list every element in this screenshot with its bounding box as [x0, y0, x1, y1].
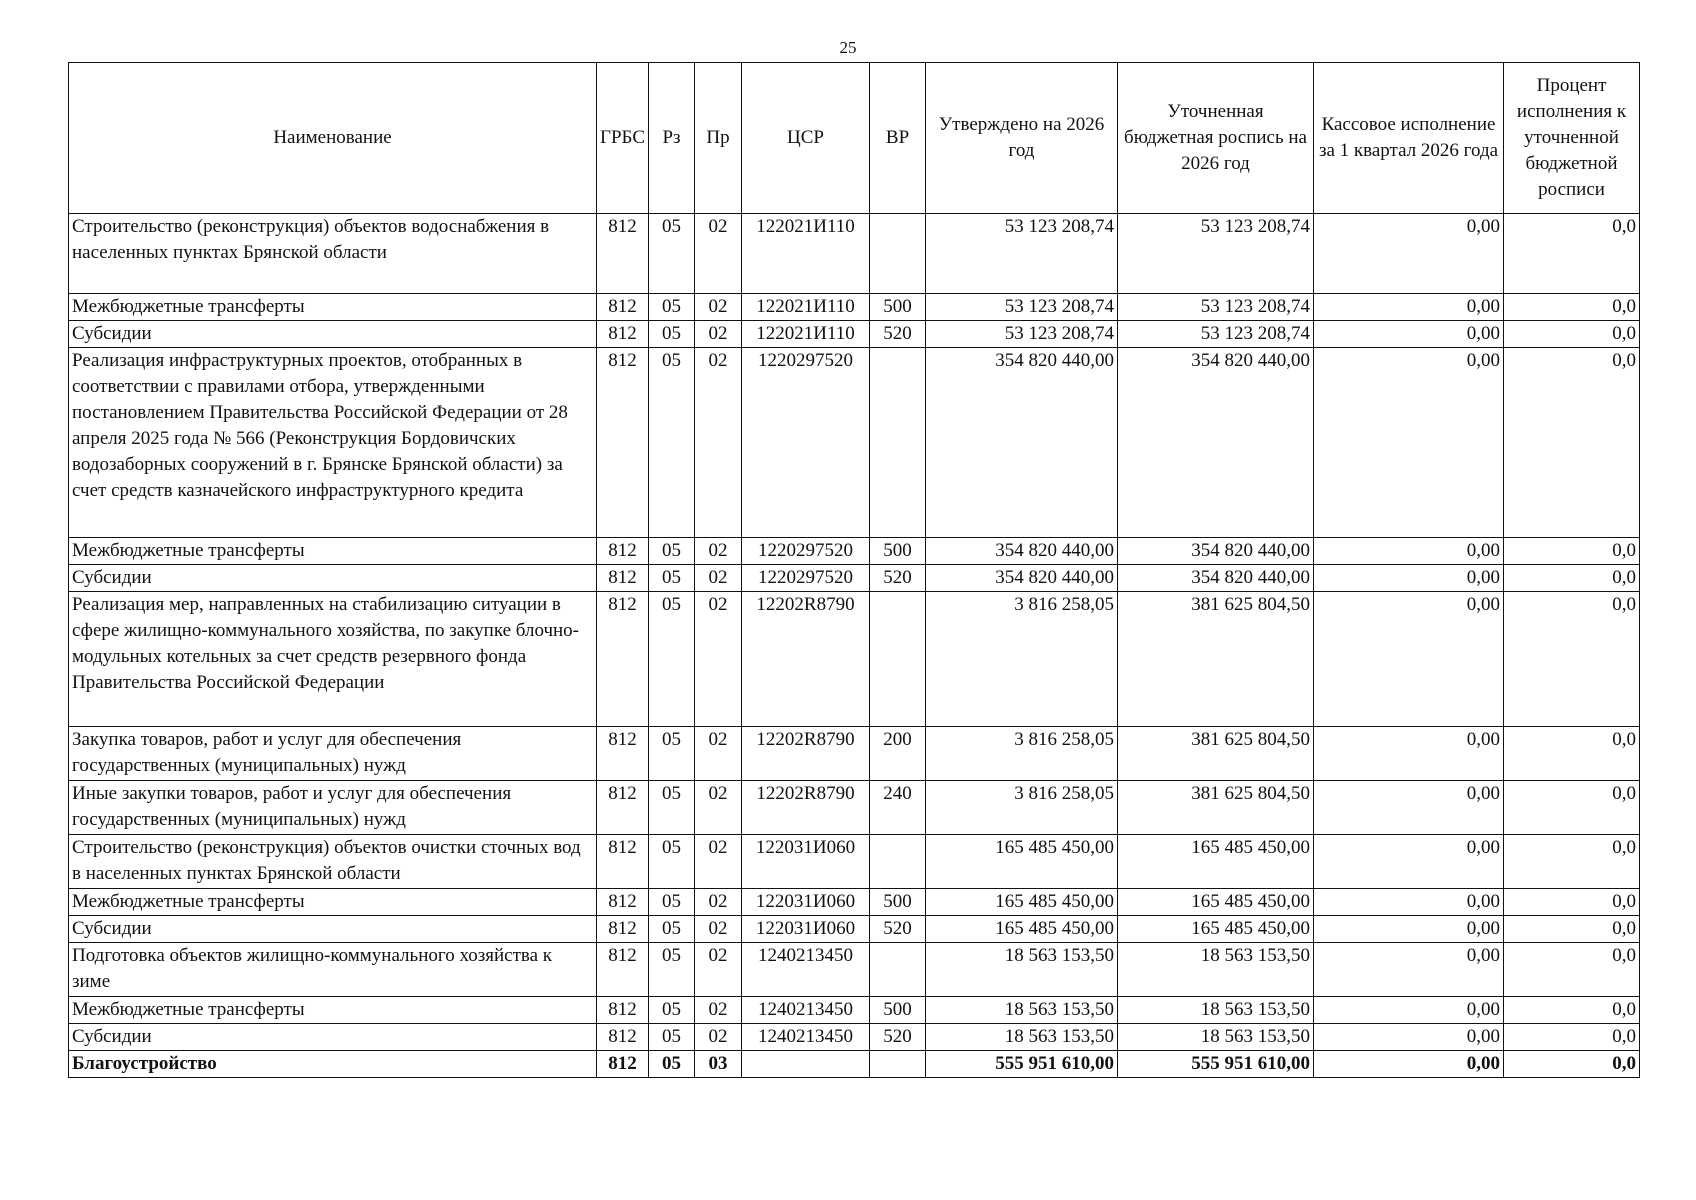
row-approved-cell: 3 816 258,05: [926, 592, 1118, 727]
row-grbs-cell: 812: [597, 727, 649, 781]
row-cash-cell: 0,00: [1314, 565, 1504, 592]
row-grbs-cell: 812: [597, 214, 649, 294]
row-refined-cell: 53 123 208,74: [1118, 294, 1314, 321]
table-row: [69, 943, 1640, 997]
row-percent-cell: 0,0: [1504, 321, 1640, 348]
row-vr-cell: 240: [870, 781, 926, 835]
row-percent-cell: 0,0: [1504, 294, 1640, 321]
row-approved-cell: 354 820 440,00: [926, 348, 1118, 538]
row-pr-cell: 02: [695, 835, 742, 889]
row-vr-cell: 520: [870, 565, 926, 592]
row-vr-cell: [870, 592, 926, 727]
row-vr-cell: 500: [870, 294, 926, 321]
row-cash-cell: 0,00: [1314, 889, 1504, 916]
row-percent-cell: 0,0: [1504, 835, 1640, 889]
row-csr-cell: 12202R8790: [742, 781, 870, 835]
row-pr-cell: 02: [695, 348, 742, 538]
table-row: [69, 889, 1640, 916]
page-number: 25: [839, 38, 857, 57]
row-vr-cell: [870, 214, 926, 294]
row-grbs-cell: 812: [597, 1051, 649, 1078]
row-refined-cell: 381 625 804,50: [1118, 781, 1314, 835]
row-refined-cell: 53 123 208,74: [1118, 321, 1314, 348]
row-rz-cell: 05: [649, 1024, 695, 1051]
row-name-cell: Субсидии: [69, 565, 597, 592]
row-pr-cell: 02: [695, 781, 742, 835]
row-name-cell: Межбюджетные трансферты: [69, 538, 597, 565]
row-percent-cell: 0,0: [1504, 214, 1640, 294]
row-pr-cell: 02: [695, 916, 742, 943]
row-csr-cell: [742, 1051, 870, 1078]
row-approved-cell: 3 816 258,05: [926, 781, 1118, 835]
row-pr-cell: 02: [695, 889, 742, 916]
row-refined-cell: 18 563 153,50: [1118, 997, 1314, 1024]
row-cash-cell: 0,00: [1314, 538, 1504, 565]
table-row: [69, 294, 1640, 321]
row-rz-cell: 05: [649, 321, 695, 348]
row-grbs-cell: 812: [597, 1024, 649, 1051]
row-refined-cell: 555 951 610,00: [1118, 1051, 1314, 1078]
row-cash-cell: 0,00: [1314, 943, 1504, 997]
row-approved-cell: 555 951 610,00: [926, 1051, 1118, 1078]
row-percent-cell: 0,0: [1504, 916, 1640, 943]
row-name-cell: Субсидии: [69, 916, 597, 943]
row-cash-cell: 0,00: [1314, 214, 1504, 294]
row-approved-cell: 53 123 208,74: [926, 294, 1118, 321]
row-percent-cell: 0,0: [1504, 592, 1640, 727]
row-refined-cell: 18 563 153,50: [1118, 943, 1314, 997]
row-cash-cell: 0,00: [1314, 294, 1504, 321]
row-name-cell: Межбюджетные трансферты: [69, 889, 597, 916]
row-rz-cell: 05: [649, 348, 695, 538]
table-row: [69, 538, 1640, 565]
row-rz-cell: 05: [649, 889, 695, 916]
table-row: [69, 214, 1640, 294]
row-vr-cell: [870, 1051, 926, 1078]
row-rz-cell: 05: [649, 214, 695, 294]
row-csr-cell: 1240213450: [742, 1024, 870, 1051]
row-csr-cell: 12202R8790: [742, 592, 870, 727]
row-rz-cell: 05: [649, 592, 695, 727]
header-csr: ЦСР: [742, 63, 870, 214]
row-rz-cell: 05: [649, 835, 695, 889]
table-row: [69, 997, 1640, 1024]
row-name-cell: Реализация инфраструктурных проектов, отобранных в соответствии с правилами отбора, утвержденными постановлением Правительства Российской Федерации от 28 апреля 2025 года № 566 (Реконструкция Бордовичских водозаборных сооружений в г. Брянске Брянской области) за счет средств казначейского инфраструктурного кредита: [69, 348, 597, 538]
row-rz-cell: 05: [649, 943, 695, 997]
row-refined-cell: 381 625 804,50: [1118, 592, 1314, 727]
row-cash-cell: 0,00: [1314, 727, 1504, 781]
row-refined-cell: 165 485 450,00: [1118, 916, 1314, 943]
row-approved-cell: 18 563 153,50: [926, 997, 1118, 1024]
row-name-cell: Межбюджетные трансферты: [69, 294, 597, 321]
header-name: Наименование: [69, 63, 597, 214]
row-cash-cell: 0,00: [1314, 781, 1504, 835]
row-refined-cell: 18 563 153,50: [1118, 1024, 1314, 1051]
row-pr-cell: 02: [695, 592, 742, 727]
table-row: [69, 781, 1640, 835]
row-rz-cell: 05: [649, 916, 695, 943]
row-csr-cell: 1220297520: [742, 538, 870, 565]
row-vr-cell: [870, 348, 926, 538]
row-vr-cell: [870, 943, 926, 997]
row-cash-cell: 0,00: [1314, 321, 1504, 348]
row-csr-cell: 122021И110: [742, 214, 870, 294]
row-percent-cell: 0,0: [1504, 565, 1640, 592]
row-name-cell: Строительство (реконструкция) объектов водоснабжения в населенных пунктах Брянской области: [69, 214, 597, 294]
row-cash-cell: 0,00: [1314, 997, 1504, 1024]
row-grbs-cell: 812: [597, 565, 649, 592]
table-row: [69, 1024, 1640, 1051]
row-grbs-cell: 812: [597, 997, 649, 1024]
row-approved-cell: 53 123 208,74: [926, 321, 1118, 348]
row-percent-cell: 0,0: [1504, 997, 1640, 1024]
row-grbs-cell: 812: [597, 943, 649, 997]
row-name-cell: Иные закупки товаров, работ и услуг для обеспечения государственных (муниципальных) нужд: [69, 781, 597, 835]
row-csr-cell: 1220297520: [742, 348, 870, 538]
row-name-cell: Благоустройство: [69, 1051, 597, 1078]
row-approved-cell: 354 820 440,00: [926, 538, 1118, 565]
header-vr: ВР: [870, 63, 926, 214]
row-cash-cell: 0,00: [1314, 348, 1504, 538]
table-row: [69, 348, 1640, 538]
table-row: [69, 321, 1640, 348]
row-grbs-cell: 812: [597, 592, 649, 727]
row-cash-cell: 0,00: [1314, 835, 1504, 889]
row-vr-cell: 520: [870, 1024, 926, 1051]
row-cash-cell: 0,00: [1314, 592, 1504, 727]
row-approved-cell: 165 485 450,00: [926, 835, 1118, 889]
row-grbs-cell: 812: [597, 889, 649, 916]
row-name-cell: Межбюджетные трансферты: [69, 997, 597, 1024]
row-name-cell: Субсидии: [69, 321, 597, 348]
row-approved-cell: 18 563 153,50: [926, 943, 1118, 997]
row-rz-cell: 05: [649, 1051, 695, 1078]
row-csr-cell: 12202R8790: [742, 727, 870, 781]
budget-table: [68, 62, 1640, 1078]
row-rz-cell: 05: [649, 781, 695, 835]
row-rz-cell: 05: [649, 538, 695, 565]
row-name-cell: Закупка товаров, работ и услуг для обеспечения государственных (муниципальных) нужд: [69, 727, 597, 781]
row-cash-cell: 0,00: [1314, 1024, 1504, 1051]
row-csr-cell: 122021И110: [742, 294, 870, 321]
row-grbs-cell: 812: [597, 538, 649, 565]
row-rz-cell: 05: [649, 565, 695, 592]
row-percent-cell: 0,0: [1504, 348, 1640, 538]
row-csr-cell: 122031И060: [742, 916, 870, 943]
row-pr-cell: 02: [695, 538, 742, 565]
row-approved-cell: 354 820 440,00: [926, 565, 1118, 592]
row-percent-cell: 0,0: [1504, 889, 1640, 916]
row-percent-cell: 0,0: [1504, 781, 1640, 835]
row-approved-cell: 3 816 258,05: [926, 727, 1118, 781]
row-percent-cell: 0,0: [1504, 1051, 1640, 1078]
row-vr-cell: [870, 835, 926, 889]
row-rz-cell: 05: [649, 997, 695, 1024]
row-csr-cell: 122031И060: [742, 835, 870, 889]
row-refined-cell: 354 820 440,00: [1118, 348, 1314, 538]
row-pr-cell: 02: [695, 321, 742, 348]
table-row: [69, 916, 1640, 943]
row-refined-cell: 165 485 450,00: [1118, 835, 1314, 889]
row-cash-cell: 0,00: [1314, 1051, 1504, 1078]
table-row: [69, 592, 1640, 727]
row-refined-cell: 165 485 450,00: [1118, 889, 1314, 916]
row-grbs-cell: 812: [597, 321, 649, 348]
row-grbs-cell: 812: [597, 835, 649, 889]
row-name-cell: Субсидии: [69, 1024, 597, 1051]
row-vr-cell: 520: [870, 321, 926, 348]
table-row: [69, 727, 1640, 781]
header-refined: Уточненная бюджетная роспись на 2026 год: [1118, 63, 1314, 214]
table-row: [69, 835, 1640, 889]
row-csr-cell: 1220297520: [742, 565, 870, 592]
row-vr-cell: 500: [870, 997, 926, 1024]
row-name-cell: Реализация мер, направленных на стабилизацию ситуации в сфере жилищно-коммунального хозяйства, по закупке блочно-модульных котельных за счет средств резервного фонда Правительства Российской Федерации: [69, 592, 597, 727]
row-pr-cell: 02: [695, 565, 742, 592]
row-approved-cell: 53 123 208,74: [926, 214, 1118, 294]
table-row: [69, 1051, 1640, 1078]
row-csr-cell: 1240213450: [742, 943, 870, 997]
row-vr-cell: 500: [870, 538, 926, 565]
row-name-cell: Подготовка объектов жилищно-коммунального хозяйства к зиме: [69, 943, 597, 997]
row-percent-cell: 0,0: [1504, 727, 1640, 781]
row-grbs-cell: 812: [597, 781, 649, 835]
row-approved-cell: 165 485 450,00: [926, 916, 1118, 943]
row-cash-cell: 0,00: [1314, 916, 1504, 943]
row-grbs-cell: 812: [597, 294, 649, 321]
row-name-cell: Строительство (реконструкция) объектов очистки сточных вод в населенных пунктах Брянской области: [69, 835, 597, 889]
row-pr-cell: 02: [695, 214, 742, 294]
header-grbs: ГРБС: [597, 63, 649, 214]
row-pr-cell: 02: [695, 1024, 742, 1051]
header-percent: Процент исполнения к уточненной бюджетной росписи: [1504, 63, 1640, 214]
row-percent-cell: 0,0: [1504, 1024, 1640, 1051]
table-header-row: [69, 63, 1640, 214]
table-row: [69, 565, 1640, 592]
row-pr-cell: 02: [695, 727, 742, 781]
row-refined-cell: 381 625 804,50: [1118, 727, 1314, 781]
row-grbs-cell: 812: [597, 916, 649, 943]
row-grbs-cell: 812: [597, 348, 649, 538]
row-refined-cell: 53 123 208,74: [1118, 214, 1314, 294]
row-csr-cell: 122021И110: [742, 321, 870, 348]
header-pr: Пр: [695, 63, 742, 214]
row-pr-cell: 02: [695, 294, 742, 321]
row-percent-cell: 0,0: [1504, 943, 1640, 997]
header-approved: Утверждено на 2026 год: [926, 63, 1118, 214]
row-vr-cell: 200: [870, 727, 926, 781]
row-csr-cell: 122031И060: [742, 889, 870, 916]
row-vr-cell: 500: [870, 889, 926, 916]
row-approved-cell: 18 563 153,50: [926, 1024, 1118, 1051]
row-rz-cell: 05: [649, 727, 695, 781]
header-rz: Рз: [649, 63, 695, 214]
header-cash: Кассовое исполнение за 1 квартал 2026 года: [1314, 63, 1504, 214]
row-vr-cell: 520: [870, 916, 926, 943]
row-pr-cell: 02: [695, 943, 742, 997]
row-percent-cell: 0,0: [1504, 538, 1640, 565]
row-csr-cell: 1240213450: [742, 997, 870, 1024]
row-refined-cell: 354 820 440,00: [1118, 538, 1314, 565]
row-approved-cell: 165 485 450,00: [926, 889, 1118, 916]
row-refined-cell: 354 820 440,00: [1118, 565, 1314, 592]
row-rz-cell: 05: [649, 294, 695, 321]
row-pr-cell: 03: [695, 1051, 742, 1078]
row-pr-cell: 02: [695, 997, 742, 1024]
